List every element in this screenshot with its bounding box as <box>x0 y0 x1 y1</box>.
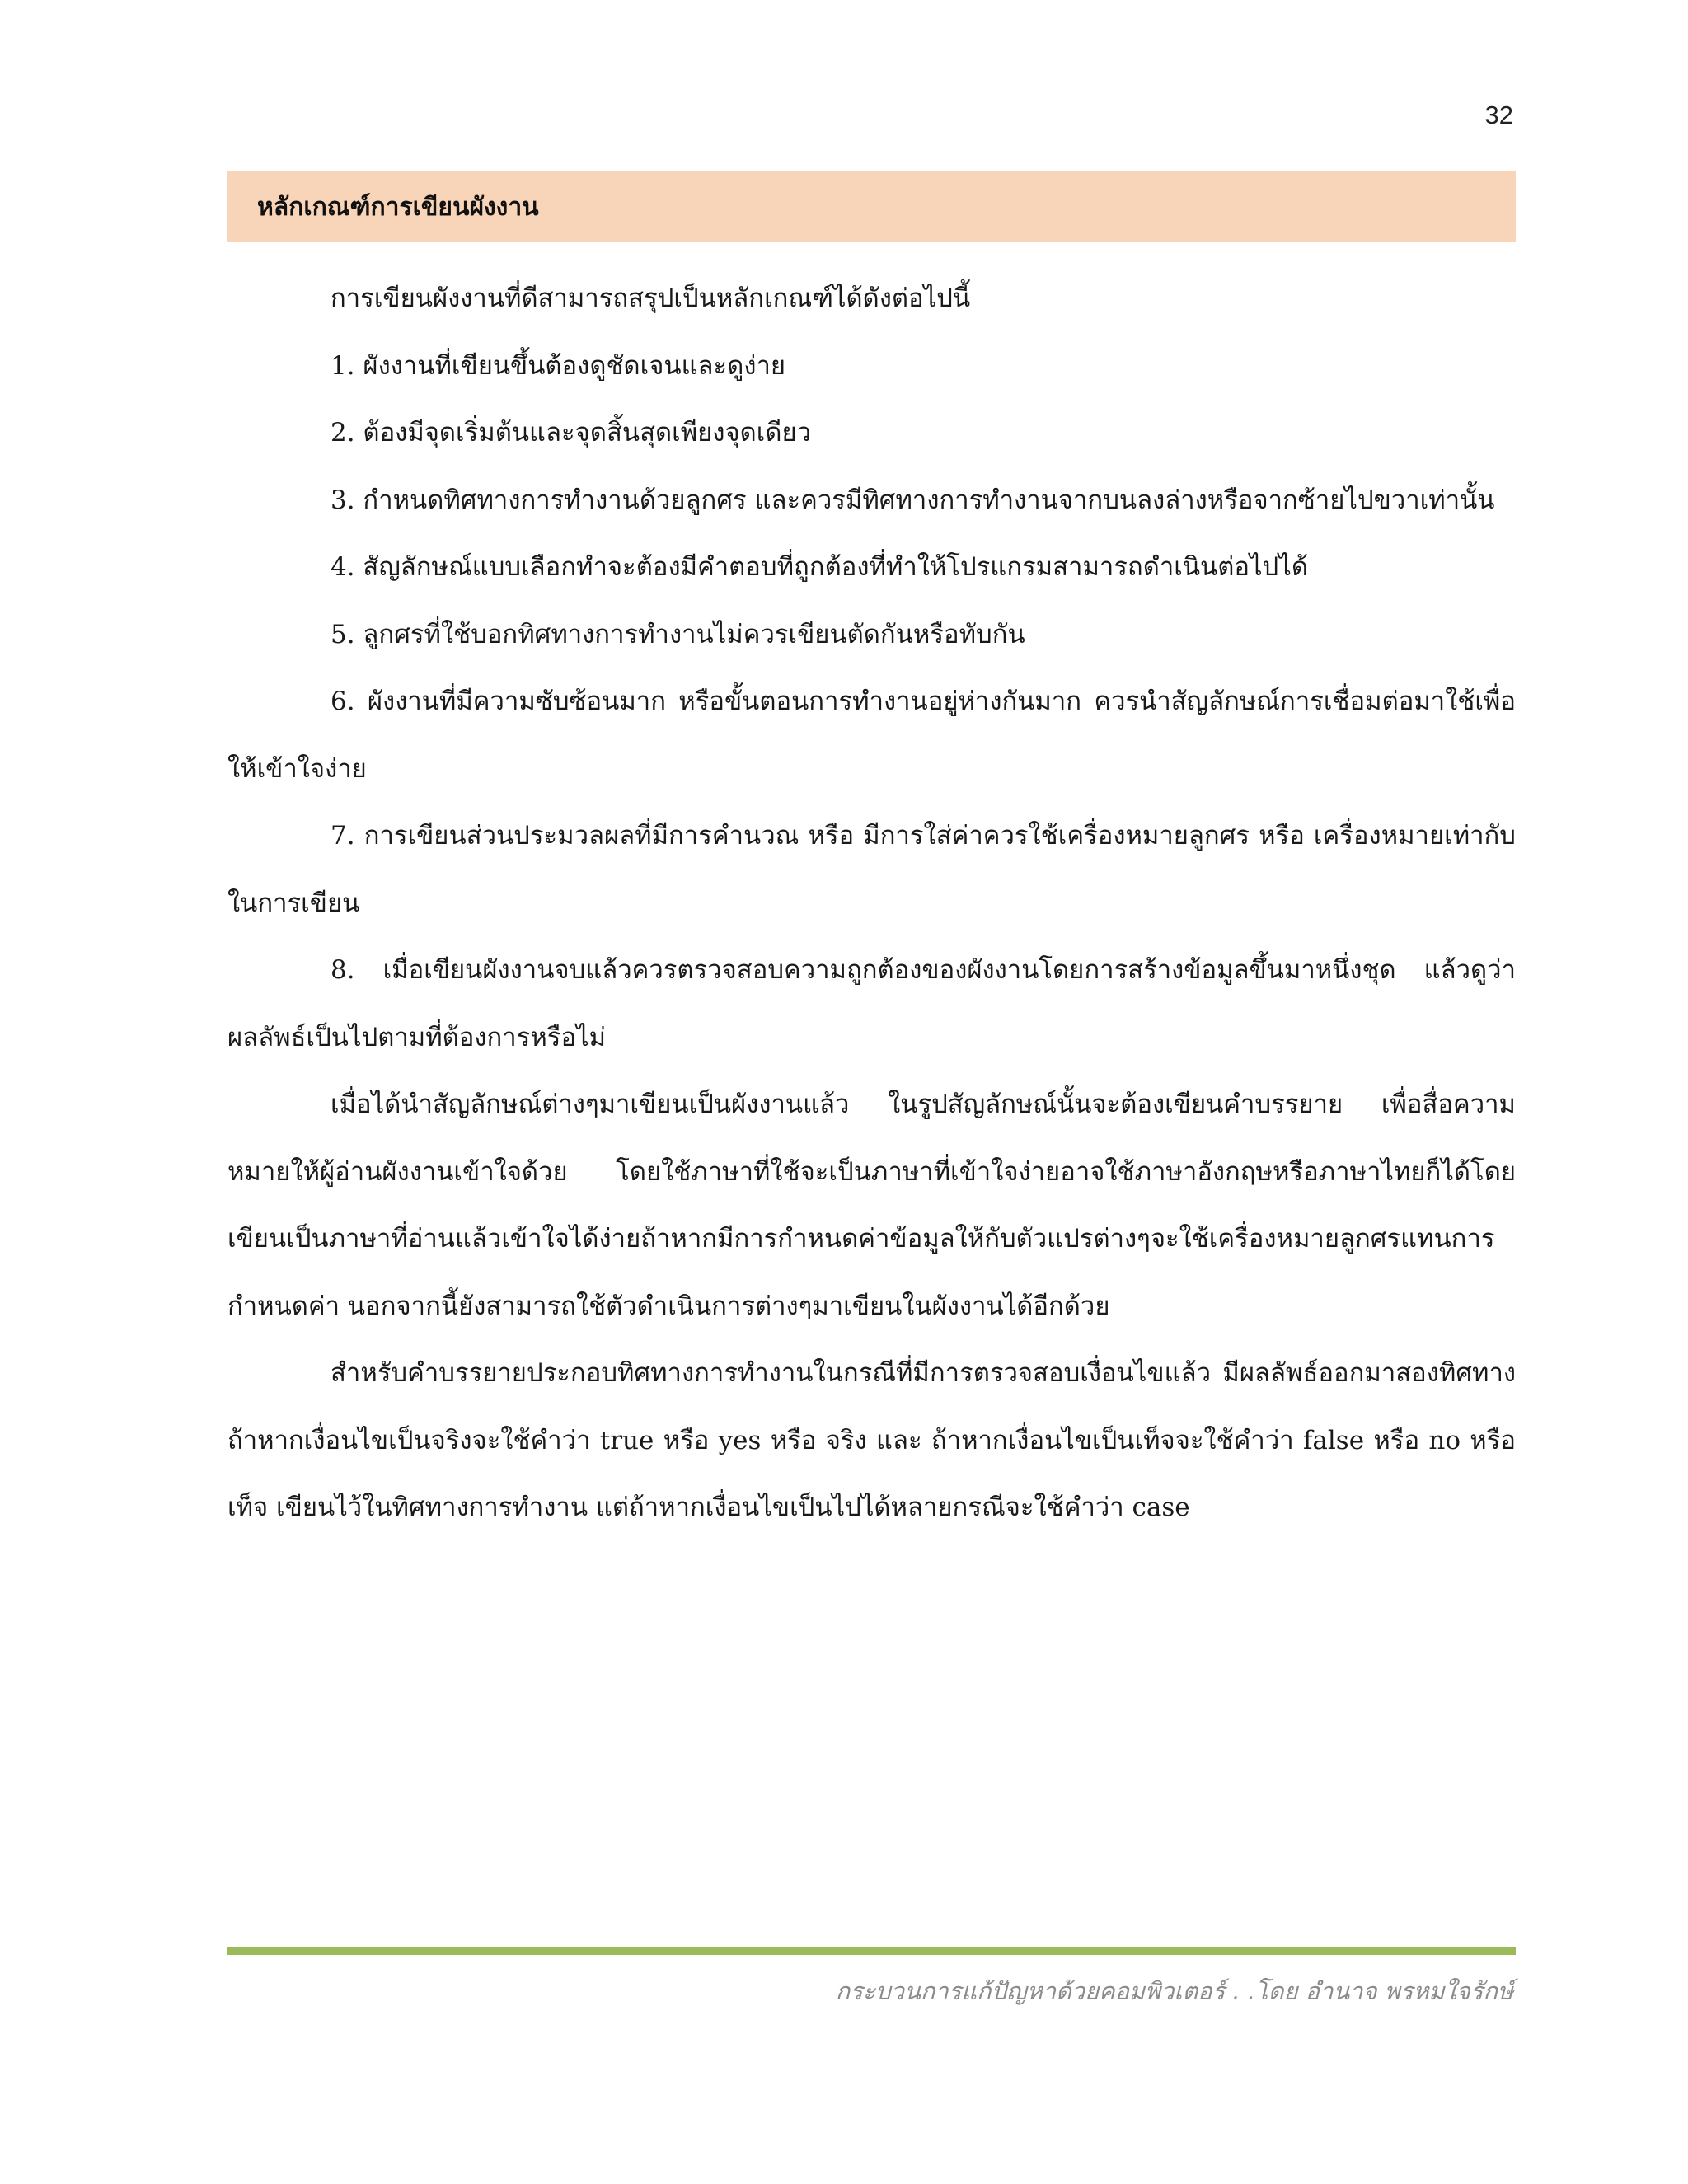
rule-item: 1. ผังงานที่เขียนขึ้นต้องดูชัดเจนและดูง่าย <box>331 350 786 381</box>
rule-item: 6. ผังงานที่มีความซับซ้อนมาก หรือขั้นตอนการทำงานอยู่ห่างกันมาก ควรนำสัญลักษณ์การเชื่อมต่อมาใช้เพื่อให้เข้าใจง่าย <box>227 687 1516 784</box>
rule-item: 8. เมื่อเขียนผังงานจบแล้วควรตรวจสอบความถูกต้องของผังงานโดยการสร้างข้อมูลขึ้นมาหนึ่งชุด แล้วดูว่าผลลัพธ์เป็นไปตามที่ต้องการหรือไม่ <box>227 955 1516 1052</box>
rule-item: 5. ลูกศรที่ใช้บอกทิศทางการทำงานไม่ควรเขียนตัดกันหรือทับกัน <box>331 619 1025 649</box>
rule-item: 7. การเขียนส่วนประมวลผลที่มีการคำนวณ หรือ มีการใส่ค่าควรใช้เครื่องหมายลูกศร หรือ เครื่องหมายเท่ากับในการเขียน <box>227 821 1516 918</box>
section-header <box>227 171 1516 242</box>
intro-paragraph: การเขียนผังงานที่ดีสามารถสรุปเป็นหลักเกณฑ์ได้ดังต่อไปนี้ <box>331 284 971 313</box>
footer-caption: กระบวนการแก้ปัญหาด้วยคอมพิวเตอร์ . .โดย อำนาจ พรหมใจรักษ์ <box>835 1977 1513 2005</box>
section-title: หลักเกณฑ์การเขียนผังงาน <box>257 192 539 222</box>
page-number: 32 <box>1484 101 1513 129</box>
footer-divider <box>227 1947 1516 1955</box>
rule-item: 4. สัญลักษณ์แบบเลือกทำจะต้องมีคำตอบที่ถูกต้องที่ทำให้โปรแกรมสามารถดำเนินต่อไปได้ <box>331 552 1308 582</box>
condition-paragraph: สำหรับคำบรรยายประกอบทิศทางการทำงานในกรณีที่มีการตรวจสอบเงื่อนไขแล้ว มีผลลัพธ์ออกมาสองทิศทาง ถ้าหากเงื่อนไขเป็นจริงจะใช้คำว่า true หรือ yes หรือ จริง และ ถ้าหากเงื่อนไขเป็นเท็จจะใช้คำว่า false หรือ no หรือ เท็จ เขียนไว้ในทิศทางการทำงาน แต่ถ้าหากเงื่อนไขเป็นไปได้หลายกรณีจะใช้คำว่า case <box>227 1358 1517 1522</box>
description-paragraph: เมื่อได้นำสัญลักษณ์ต่างๆมาเขียนเป็นผังงานแล้ว ในรูปสัญลักษณ์นั้นจะต้องเขียนคำบรรยาย เพื่อสื่อความหมายให้ผู้อ่านผังงานเข้าใจด้วย โดยใช้ภาษาที่ใช้จะเป็นภาษาที่เข้าใจง่ายอาจใช้ภาษาอังกฤษหรือภาษาไทยก็ได้โดยเขียนเป็นภาษาที่อ่านแล้วเข้าใจได้ง่ายถ้าหากมีการกำหนดค่าข้อมูลให้กับตัวแปรต่างๆจะใช้เครื่องหมายลูกศรแทนการกำหนดค่า นอกจากนี้ยังสามารถใช้ตัวดำเนินการต่างๆมาเขียนในผังงานได้อีกด้วย <box>227 1090 1516 1321</box>
rule-item: 3. กำหนดทิศทางการทำงานด้วยลูกศร และควรมีทิศทางการทำงานจากบนลงล่างหรือจากซ้ายไปขวาเท่านั้น <box>331 485 1495 515</box>
body-text <box>227 265 1516 1542</box>
rule-item: 2. ต้องมีจุดเริ่มต้นและจุดสิ้นสุดเพียงจุดเดียว <box>331 418 812 448</box>
